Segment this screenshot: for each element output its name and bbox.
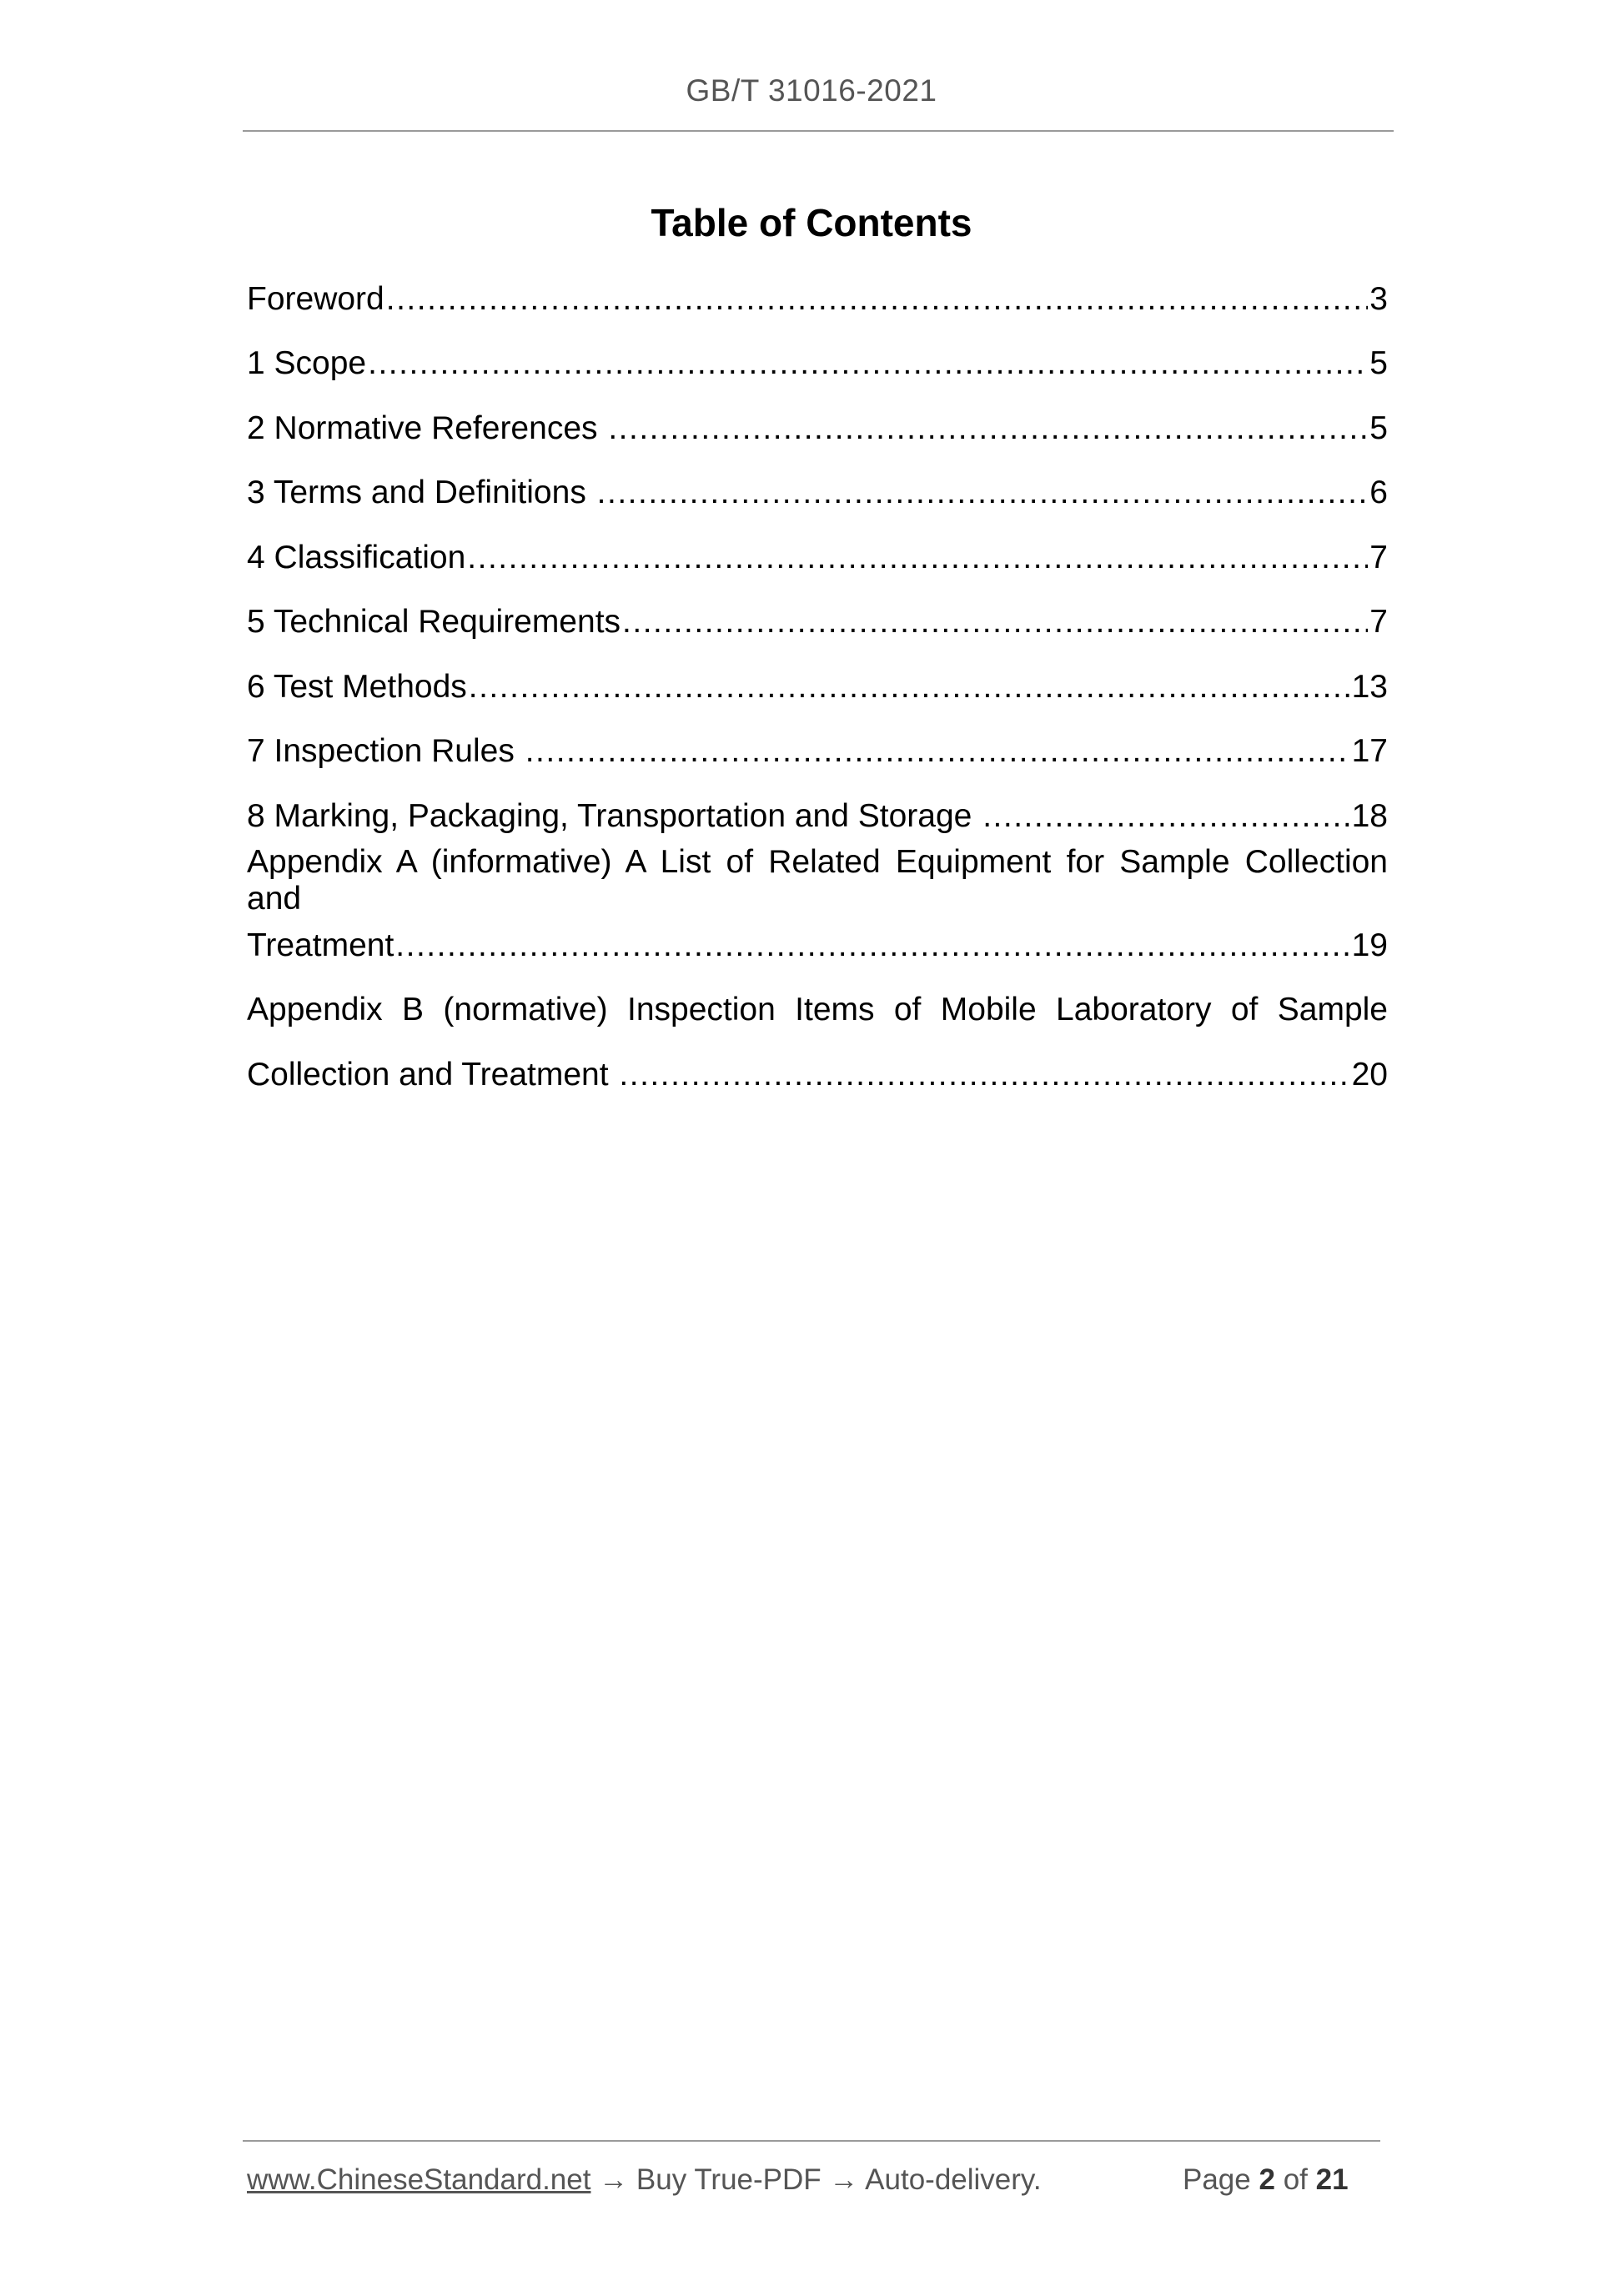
toc-leader-dots (608, 410, 1368, 447)
toc-entry-technical-requirements[interactable] (247, 590, 1388, 656)
toc-entry-label: Appendix B (normative) Inspection Items of Mobile Laboratory of Sample (247, 992, 1388, 1028)
toc-entry-label: 3 Terms and Definitions (247, 475, 595, 511)
toc-entry-terms-and-definitions[interactable] (247, 461, 1388, 526)
toc-entry-label: 7 Inspection Rules (247, 733, 524, 770)
toc-entry-page: 6 (1369, 475, 1388, 511)
toc-entry-normative-references[interactable] (247, 396, 1388, 461)
toc-entry-label: 6 Test Methods (247, 668, 467, 705)
toc-entry-marking-packaging[interactable] (247, 784, 1388, 849)
toc-title: Table of Contents (651, 201, 972, 244)
toc-leader-dots (395, 927, 1349, 964)
toc-entry-test-methods[interactable] (247, 655, 1388, 720)
toc-entry-appendix-b-line2[interactable] (247, 1042, 1388, 1108)
toc-leader-dots (469, 669, 1350, 706)
toc-list (247, 267, 1388, 1108)
toc-entry-appendix-a-line1[interactable] (247, 844, 1388, 917)
toc-entry-page: 17 (1351, 733, 1388, 770)
toc-entry-page: 5 (1369, 345, 1388, 382)
buy-true-pdf-text: Buy True-PDF (628, 2163, 830, 2196)
toc-leader-dots (597, 475, 1369, 511)
toc-entry-inspection-rules[interactable] (247, 720, 1388, 785)
toc-entry-page: 7 (1369, 539, 1388, 575)
current-page-number: 2 (1259, 2163, 1275, 2196)
total-pages-number: 21 (1315, 2163, 1349, 2196)
toc-entry-label: 5 Technical Requirements (247, 604, 621, 641)
toc-leader-dots (982, 798, 1349, 835)
document-id-header: GB/T 31016-2021 (686, 73, 937, 108)
footer-divider (243, 2140, 1380, 2142)
page-indicator (1183, 2163, 1349, 2197)
toc-entry-page: 20 (1351, 1056, 1388, 1093)
toc-entry-label: Collection and Treatment (247, 1056, 618, 1093)
toc-leader-dots (368, 345, 1368, 382)
toc-entry-page: 7 (1369, 604, 1388, 641)
toc-entry-page: 5 (1369, 409, 1388, 446)
toc-leader-dots (386, 281, 1369, 318)
toc-entry-label: Treatment (247, 927, 394, 963)
toc-entry-appendix-b-line1[interactable] (247, 978, 1388, 1043)
toc-entry-page: 19 (1351, 927, 1388, 963)
footer-promo (247, 2163, 1042, 2197)
toc-entry-label: Foreword (247, 280, 384, 317)
website-link[interactable]: www.ChineseStandard.net (247, 2163, 591, 2196)
toc-leader-dots (622, 604, 1368, 641)
toc-entry-page: 3 (1369, 280, 1388, 317)
toc-leader-dots (467, 540, 1368, 576)
toc-entry-classification[interactable] (247, 525, 1388, 590)
toc-entry-page: 18 (1351, 797, 1388, 834)
toc-leader-dots (619, 1057, 1349, 1093)
arrow-right-icon: → (829, 2163, 859, 2196)
toc-entry-appendix-a-line2[interactable] (247, 913, 1388, 978)
page-word: Page (1183, 2163, 1251, 2196)
toc-entry-label: 8 Marking, Packaging, Transportation and Storage (247, 797, 982, 834)
toc-entry-label: 2 Normative References (247, 409, 607, 446)
toc-entry-scope[interactable] (247, 332, 1388, 397)
toc-entry-label: Appendix A (informative) A List of Related Equipment for Sample Collection and (247, 844, 1388, 917)
auto-delivery-text: Auto-delivery. (858, 2163, 1042, 2196)
toc-entry-foreword[interactable] (247, 267, 1388, 332)
of-word: of (1283, 2163, 1308, 2196)
toc-entry-label: 4 Classification (247, 539, 466, 575)
arrow-right-icon: → (599, 2163, 629, 2196)
toc-leader-dots (525, 733, 1350, 770)
header-divider (243, 130, 1394, 132)
toc-entry-page: 13 (1351, 668, 1388, 705)
toc-entry-label: 1 Scope (247, 345, 367, 382)
